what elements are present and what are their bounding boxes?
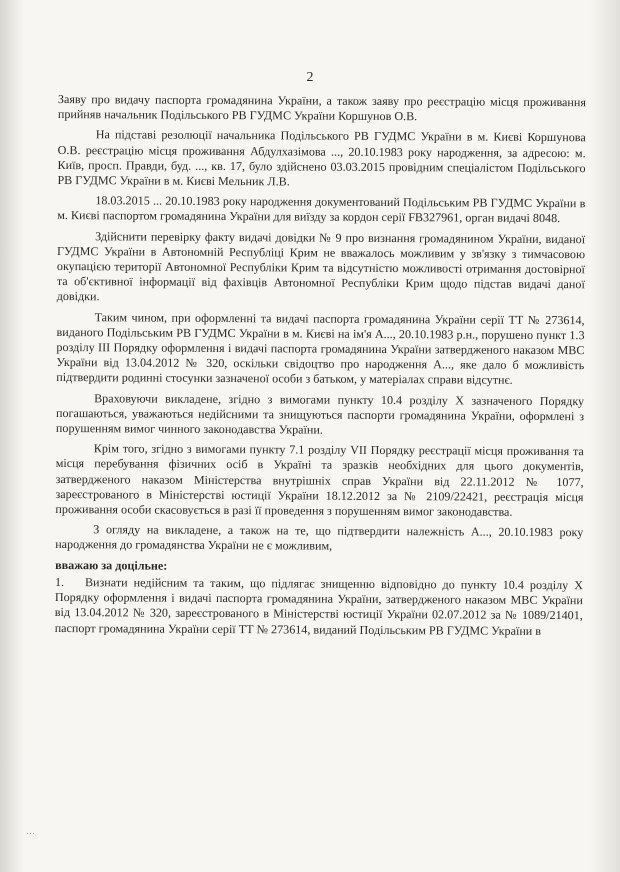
paragraph-registration-cancel-rule: Крім того, згідно з вимогами пункту 7.1 розділу VII Порядку реєстрації місця проживання та місця перебування фізичних осіб в Україні та зразків необхідних для цього документів, затвердженого наказом Міністерства внутрішніх справ України від 22.11.2012 № 1077, зареєстрованого в Міністерстві юстиції України 18.12.2012 за № 2109/22421, реєстрація місця проживання особи скасовується в разі її проведення з порушенням вимог законодавства.	[55, 441, 584, 519]
paragraph-invalidation-rule: Враховуючи викладене, згідно з вимогами пункту 10.4 розділу X зазначеного Порядку погашаються, уважаються недійсними та знищуються паспорти громадянина України, оформлені з порушенням вимог чинного законодавства України.	[55, 390, 585, 437]
paragraph-registration: На підставі резолюції начальника Подільського РВ ГУДМС України в м. Києві Коршунова О.В. реєстрацію місця проживання Абдулхазімова ..., 20.10.1983 року народження, за адресою: м. Київ, просп. Правди, буд. ..., кв. 17, було здійснено 03.03.2015 провідним спеціалістом Подільського РВ ГУДМС України в м. Києві Мельник Л.В.	[57, 127, 586, 189]
list-item	[55, 575, 583, 639]
margin-mark: …	[26, 826, 35, 836]
list-item-number: 1.	[54, 574, 65, 589]
list-item-text: Визнати недійсним та таким, що підлягає знищенню відповідно до пункту 10.4 розділу X Порядку оформлення і видачі паспорта громадянина України, затвердженого наказом МВС України від 13.04.2012 № 320, зареєстрованого в Міністерстві юстиції України 02.07.2012 за № 1089/21401, паспорт громадянина України серії ТТ № 273614, виданий Подільським РВ ГУДМС України в	[54, 575, 584, 638]
paragraph-passport-application: Заяву про видачу паспорта громадянина України, а також заяву про реєстрацію місця проживання прийняв начальник Подільського РВ ГУДМС України Коршунов О.В.	[57, 92, 586, 124]
paragraph-violation: Таким чином, при оформленні та видачі паспорта громадянина України серії ТТ № 273614, виданого Подільським РВ ГУДМС України в м. Києві на ім'я А..., 20.10.1983 р.н., порушено пункт 1.3 розділу III Порядку оформлення і видачі паспорта громадянина України затвердженого наказом МВС України від 13.04.2012 № 320, оскільки свідоцтво про народження А..., яке дало б можливість підтвердити родинні стосунки зазначеної особи з батьком, у матеріалах справи відсутнє.	[56, 309, 585, 388]
page-number: 2	[306, 70, 314, 85]
paragraph-conclusion: З огляду на викладене, а також на те, що підтвердити належність А..., 20.10.1983 року народження до громадянства України не є можливим,	[55, 522, 584, 554]
document-body	[55, 92, 586, 639]
decision-heading: вважаю за доцільне:	[55, 557, 168, 573]
paragraph-foreign-passport: 18.03.2015 ... 20.10.1983 року народження документований Подільським РВ ГУДМС України в м. Києві паспортом громадянина України для виїзду за кордон серії FB327961, орган видачі 8048.	[57, 193, 586, 226]
paragraph-crimea-certificate: Здійснити перевірку факту видачі довідки № 9 про визнання громадянином України, виданої ГУДМС України в Автономній Республіці Крим не вважалось можливим у зв'язку з тимчасовою окупацією території Автономної Республіки Крим та відсутністю можливості отримання достовірної та об'єктивної інформації від фахівців Автономної Республіки Крим щодо підстав видачі даної довідки.	[56, 228, 586, 304]
